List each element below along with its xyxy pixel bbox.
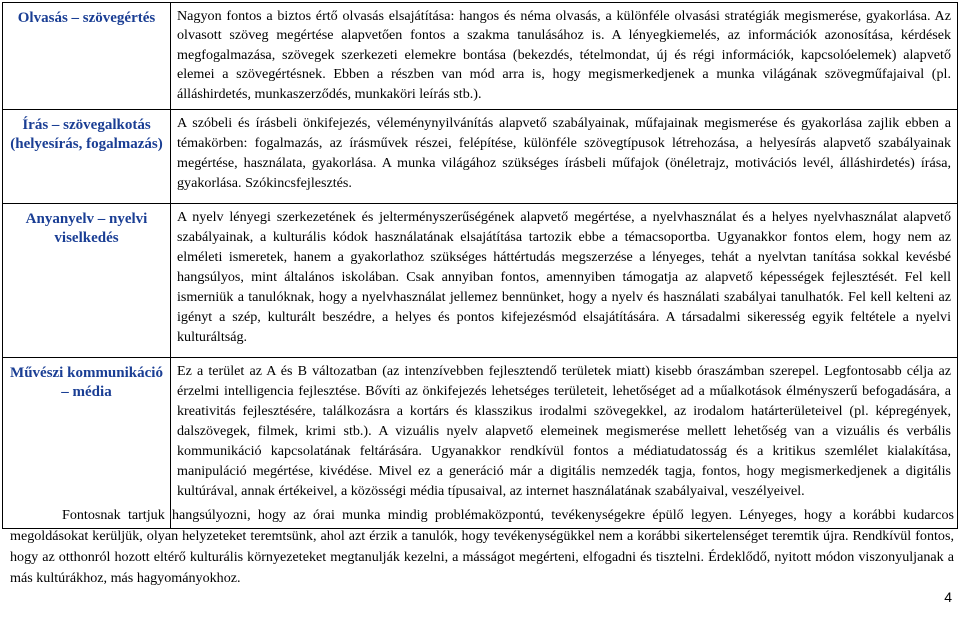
table-row xyxy=(3,204,958,358)
table-row xyxy=(3,3,958,110)
row-body-anyanyelv: A nyelv lényegi szerkezetének és jelterményszerűségének alapvető megértése, a nyelvhasználat és a helyes nyelvhasználat alapvető szabályainak, a kulturális kódok használatának elsajátítása tartozik ebbe a témacsoportba. Ugyanakkor fontos elem, hogy nem az elméleti ismeretek, hanem a gyakorlathoz szükséges háttértudás megszerzése a lényeges, tehát a nyelvtan tanítása sokkal kevésbé hangsúlyos, mint általános iskolában. Csak annyiban fontos, amennyiben támogatja az alapvető képességek fejlesztését. Fel kell ismerniük a tanulóknak, hogy a nyelvhasználat jellemez bennünket, hogy a nyelv és használati szabályai tanulhatók. Fel kell kelteni az igényt a szép, kulturált beszédre, a helyes és pontos kifejezésmód elsajátítására. A társadalmi sikeresség egyik feltétele a nyelvi kulturáltság. xyxy=(171,204,958,358)
row-body-iras: A szóbeli és írásbeli önkifejezés, véleménynyilvánítás alapvető szabályainak, műfajainak megismerése és gyakorlása zajlik ebben a témakörben: fogalmazás, az írásművek részei, felépítése, különféle szövegtípusok létrehozása, a helyesírás alapvető szabályainak megértése, használata, gyakorlása. A munka világához szükséges írásbeli műfajok (önéletrajz, motivációs levél, álláshirdetés) írása, gyakorlása. Szókincsfejlesztés. xyxy=(171,110,958,204)
table-row xyxy=(3,358,958,529)
row-heading-muveszi: Művészi kommunikáció – média xyxy=(3,358,171,529)
page-number: 4 xyxy=(944,589,952,605)
row-body-olvasas: Nagyon fontos a biztos értő olvasás elsajátítása: hangos és néma olvasás, a különféle olvasási stratégiák megismerése, gyakorlása. Az olvasott szöveg megértése alapvetően fontos a szakma tanulásához is. A lényegkiemelés, az információk azonosítása, kérdések megfogalmazása, szövegek szerkezeti elemekre bontása (bekezdés, tételmondat, új és régi információk, kapcsolóelemek) alapvető elemei a szövegértésnek. Ebben a részben van mód arra is, hogy megismerkedjenek a munka világának szövegműfajaival (pl. álláshirdetés, munkaszerződés, munkaköri leírás stb.). xyxy=(171,3,958,110)
content-table xyxy=(2,2,958,529)
row-heading-anyanyelv: Anyanyelv – nyelvi viselkedés xyxy=(3,204,171,358)
row-heading-olvasas: Olvasás – szövegértés xyxy=(3,3,171,110)
row-heading-iras: Írás – szövegalkotás (helyesírás, fogalmazás) xyxy=(3,110,171,204)
closing-paragraph: Fontosnak tartjuk hangsúlyozni, hogy az órai munka mindig problémaközpontú, tevékenységekre épülő legyen. Lényeges, hogy a korábbi kudarcos megoldásokat kerüljük, olyan helyzeteket teremtsünk, ahol azt érzik a tanulók, hogy tevékenységükkel nem a korábbi sikertelenséget teremtik újra. Rendkívül fontos, hogy az otthonról hozott eltérő kulturális környezeteket megtanulják kezelni, a másságot megérteni, elfogadni és tisztelni. Érdeklődő, nyitott módon viszonyuljanak a más kultúrákhoz, más hagyományokhoz. xyxy=(10,507,954,586)
table-row xyxy=(3,110,958,204)
row-body-muveszi: Ez a terület az A és B változatban (az intenzívebben fejlesztendő területek miatt) kisebb óraszámban szerepel. Legfontosabb célja az érzelmi intelligencia fejlesztése. Bővíti az önkifejezés lehetséges területeit, lehetőséget ad a műalkotások élményszerű befogadására, a kreativitás fejlesztésére, találkozásra a kortárs és klasszikus irodalmi szövegekkel, az irodalom határterületeivel (pl. képregények, dalszövegek, filmek, krimi stb.). A vizuális nyelv alapvető elemeinek megismerése mellett lehetőség van a vizuális és verbális kommunikáció kapcsolatának feltárására. Ugyanakkor rendkívül fontos a médiatudatosság és a kritikus szemlélet kialakítása, manipuláció megértése, kivédése. Mivel ez a generáció már a digitális nemzedék tagja, fontos, hogy megismerkedjenek a digitális kultúrával, annak értékeivel, a közösségi média típusaival, az internet használatának szabályaival, veszélyeivel. xyxy=(171,358,958,529)
